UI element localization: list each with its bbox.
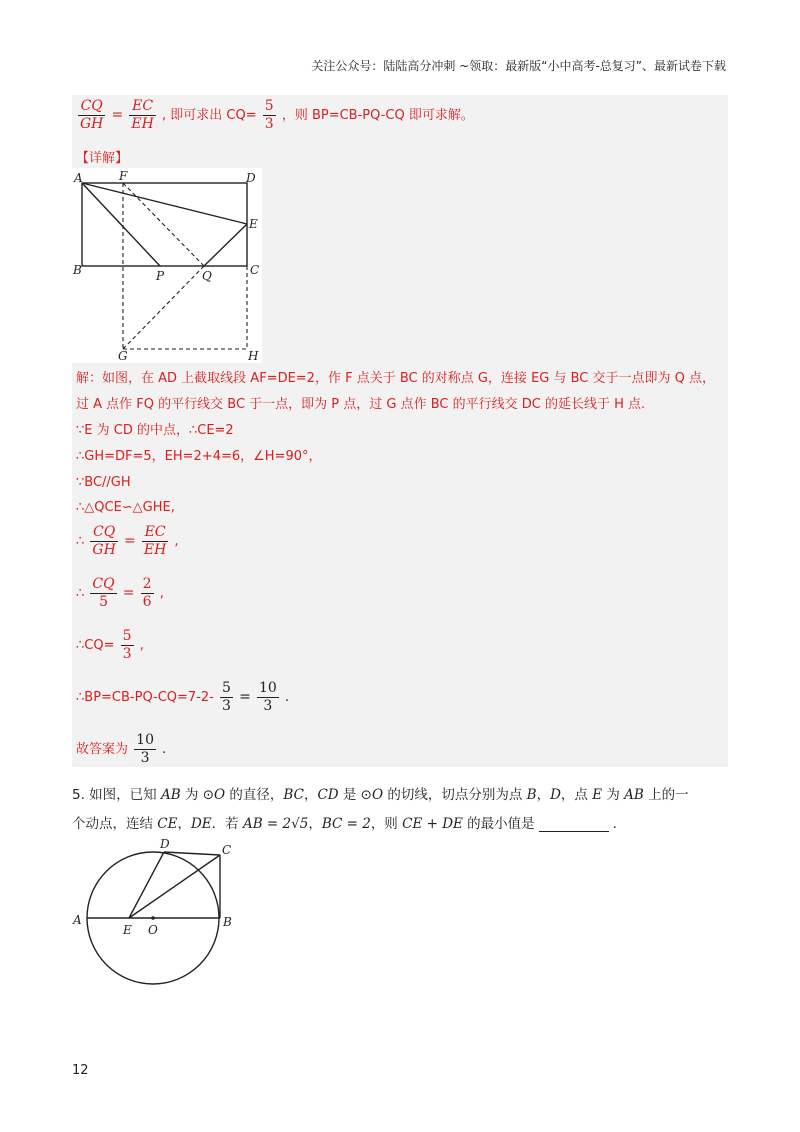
fraction-5-3: $\frac{5}{3}$	[264, 98, 274, 132]
segment-ed	[129, 852, 164, 918]
step-line-1: 解：如图，在 AD 上截取线段 AF=DE=2，作 F 点关于 BC 的对称点 G，连接 EG 与 BC 交于一点即为 Q 点，	[76, 371, 716, 386]
figure-rectangle-diagram	[72, 168, 262, 363]
step-line-3: ∵E 为 CD 的中点，∴CE=2	[76, 423, 234, 438]
detail-label: 【详解】	[76, 151, 129, 166]
label-h: H	[248, 349, 259, 363]
label-b2: B	[223, 915, 232, 929]
step-line-6: ∴△QCE∽△GHE,	[76, 500, 175, 515]
answer-line: 故答案为 $\frac{10}{3}$ .	[76, 732, 167, 766]
label-e: E	[249, 217, 258, 231]
label-q: Q	[202, 269, 212, 283]
page-header: 关注公众号：陆陆高分冲刺 ~领取：最新版“小中高考-总复习”、最新试卷下载	[311, 59, 726, 73]
ratio-line-1: ∴ $\frac{CQ}{GH}$ = $\frac{EC}{EH}$ ,	[76, 524, 179, 558]
solution-intro-line: $\frac{CQ}{GH}$ = $\frac{EC}{EH}$ , 即可求出 CQ= $\frac{5}{3}$ ，则 BP=CB-PQ-CQ 即可求解。	[80, 98, 474, 132]
step-line-5: ∵BC//GH	[76, 475, 131, 490]
label-g: G	[118, 349, 128, 363]
figure-circle-diagram	[72, 838, 247, 990]
fraction-ec-eh: $\frac{EC}{EH}$	[131, 98, 154, 132]
cq-line: ∴CQ= $\frac{5}{3}$ ,	[76, 628, 144, 662]
label-p: P	[156, 269, 165, 283]
label-c2: C	[222, 843, 232, 857]
center-point-o	[151, 916, 155, 920]
label-b: B	[73, 263, 82, 277]
label-d: D	[246, 171, 256, 185]
fraction-cq-gh: $\frac{CQ}{GH}$	[80, 98, 104, 132]
label-e2: E	[123, 923, 132, 937]
bp-line: ∴BP=CB-PQ-CQ=7-2- $\frac{5}{3}$ = $\frac{10}{3}$ .	[76, 680, 290, 714]
segment-ec	[129, 855, 220, 918]
step-line-2: 过 A 点作 FQ 的平行线交 BC 于一点，即为 P 点，过 G 点作 BC 的平行线交 DC 的延长线于 H 点.	[76, 397, 646, 412]
step-line-4: ∴GH=DF=5，EH=2+4=6，∠H=90°，	[76, 449, 322, 464]
answer-blank[interactable]	[539, 831, 609, 832]
label-c: C	[250, 263, 260, 277]
label-d2: D	[160, 838, 170, 851]
label-a: A	[74, 171, 83, 185]
label-a2: A	[73, 913, 82, 927]
ratio-line-2: ∴ $\frac{CQ}{5}$ = $\frac{2}{6}$ ,	[76, 576, 164, 610]
question5-line1: 5. 如图，已知 AB 为 ⊙O 的直径，BC，CD 是 ⊙O 的切线，切点分别为点 B，D，点 E 为 AB 上的一	[72, 787, 689, 803]
question5-line2: 个动点，连结 CE，DE．若 AB = 2√5，BC = 2，则 CE + DE 的最小值是 .	[72, 816, 617, 832]
label-o2: O	[148, 923, 158, 937]
label-f: F	[119, 169, 128, 183]
page-number: 12	[72, 1063, 89, 1078]
